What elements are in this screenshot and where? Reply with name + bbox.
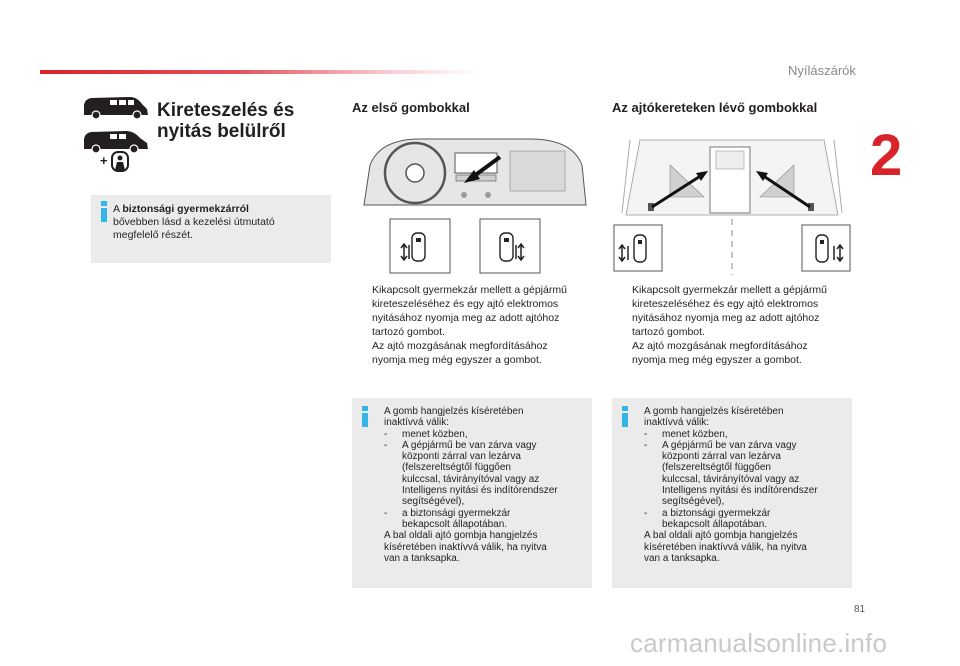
text-line: kulccsal, távirányítóval vagy az [402, 473, 540, 485]
text-line: A gépjármű be van zárva vagy [662, 439, 797, 451]
text-line: Kikapcsolt gyermekzár mellett a gépjármű [372, 284, 567, 296]
middle-title: Az első gombokkal [352, 100, 470, 115]
text-line: kireteszeléséhez és egy ajtó elektromos [372, 298, 559, 310]
text-line: (felszereltségtől függően [402, 462, 511, 474]
text-line: menet közben, [662, 428, 728, 440]
text-line: a biztonsági gyermekzár [402, 507, 511, 519]
text-line: Intelligens nyitási és indítórendszer [402, 485, 558, 497]
text-line: van a tanksapka. [644, 552, 720, 564]
right-instructions [612, 283, 852, 367]
text-line: A bal oldali ajtó gombja hangjelzés [384, 530, 538, 542]
text-line: a biztonsági gyermekzár [662, 507, 771, 519]
text-line: A gépjármű be van zárva vagy [402, 439, 537, 451]
left-title-line1: Kireteszelés és [157, 100, 295, 121]
note-box-middle [352, 398, 592, 588]
text-line: tartozó gombot. [372, 326, 445, 338]
text-line: nyomja meg még egyszer a gombot. [632, 354, 802, 366]
svg-text:+: + [100, 153, 108, 168]
text-line: (felszereltségtől függően [662, 462, 771, 474]
info-line2: bővebben lásd a kezelési útmutató [113, 216, 275, 228]
text-line: van a tanksapka. [384, 552, 460, 564]
text-line: A bal oldali ajtó gombja hangjelzés [644, 530, 798, 542]
text-line: Kikapcsolt gyermekzár mellett a gépjármű [632, 284, 827, 296]
child-lock-icon [100, 152, 128, 171]
left-title-line2: nyitás belülről [157, 121, 286, 142]
text-line: kulccsal, távirányítóval vagy az [662, 473, 800, 485]
right-bullet-2 [612, 339, 852, 367]
header-accent-bar [40, 70, 480, 74]
info-icon [622, 406, 628, 427]
left-title [157, 100, 294, 142]
text-line: menet közben, [402, 428, 468, 440]
note-box-right [612, 398, 852, 588]
dash-marker: - [384, 439, 388, 451]
text-line: bekapcsolt állapotában. [402, 518, 508, 530]
text-line: kíséretében inaktívvá válik, ha nyitva [384, 541, 547, 553]
text-line: inaktívvá válik: [384, 417, 450, 429]
note-text-middle [384, 406, 584, 564]
text-line: bekapcsolt állapotában. [662, 518, 768, 530]
text-line: központi zárral van lezárva [662, 451, 781, 463]
dash-marker: - [644, 428, 648, 440]
info-bold: biztonsági gyermekzárról [122, 203, 249, 215]
info-icon [362, 406, 368, 427]
chapter-number: 2 [870, 123, 903, 188]
middle-bullet-1 [352, 283, 592, 339]
text-line: segítségével), [662, 496, 725, 508]
right-title: Az ajtókereteken lévő gombokkal [612, 100, 818, 115]
middle-bullet-2 [352, 339, 592, 367]
info-icon [101, 201, 107, 222]
van-icons [82, 95, 150, 175]
text-line: Intelligens nyitási és indítórendszer [662, 485, 818, 497]
text-line: A gomb hangjelzés kíséretében [644, 406, 784, 417]
text-line: kíséretében inaktívvá válik, ha nyitva [644, 541, 807, 553]
text-line: inaktívvá válik: [644, 417, 710, 429]
info-line3: megfelelő részét. [113, 229, 193, 241]
bullet-marker [612, 339, 632, 367]
dashboard-illustration [360, 135, 590, 275]
text-line: nyomja meg még egyszer a gombot. [372, 354, 542, 366]
text-line: nyitásához nyomja meg az adott ajtóhoz [632, 312, 820, 324]
van-short-icon [84, 131, 148, 153]
right-bullet-1 [612, 283, 852, 339]
dash-marker: - [384, 428, 388, 440]
dash-marker: - [384, 507, 388, 519]
info-text [113, 203, 323, 242]
bullet-marker [352, 283, 372, 339]
text-line: A gomb hangjelzés kíséretében [384, 406, 524, 417]
text-line: segítségével), [402, 496, 465, 508]
text-line: nyitásához nyomja meg az adott ajtóhoz [372, 312, 560, 324]
text-line: kireteszeléséhez és egy ajtó elektromos [632, 298, 819, 310]
watermark: carmanualsonline.info [630, 628, 888, 658]
van-long-icon [84, 97, 148, 119]
text-line: Az ajtó mozgásának megfordításához [372, 340, 548, 352]
text-line: központi zárral van lezárva [402, 451, 521, 463]
bullet-marker [612, 283, 632, 339]
note-text-right [644, 406, 844, 564]
text-line: tartozó gombot. [632, 326, 705, 338]
info-box-child-lock [91, 195, 331, 263]
bullet-marker [352, 339, 372, 367]
text-line: Az ajtó mozgásának megfordításához [632, 340, 808, 352]
dash-marker: - [644, 507, 648, 519]
page-number: 81 [854, 604, 866, 615]
info-prefix: A [113, 203, 123, 215]
door-frame-illustration [612, 135, 852, 275]
section-title: Nyílászárók [788, 63, 856, 78]
middle-instructions [352, 283, 592, 367]
dash-marker: - [644, 439, 648, 451]
